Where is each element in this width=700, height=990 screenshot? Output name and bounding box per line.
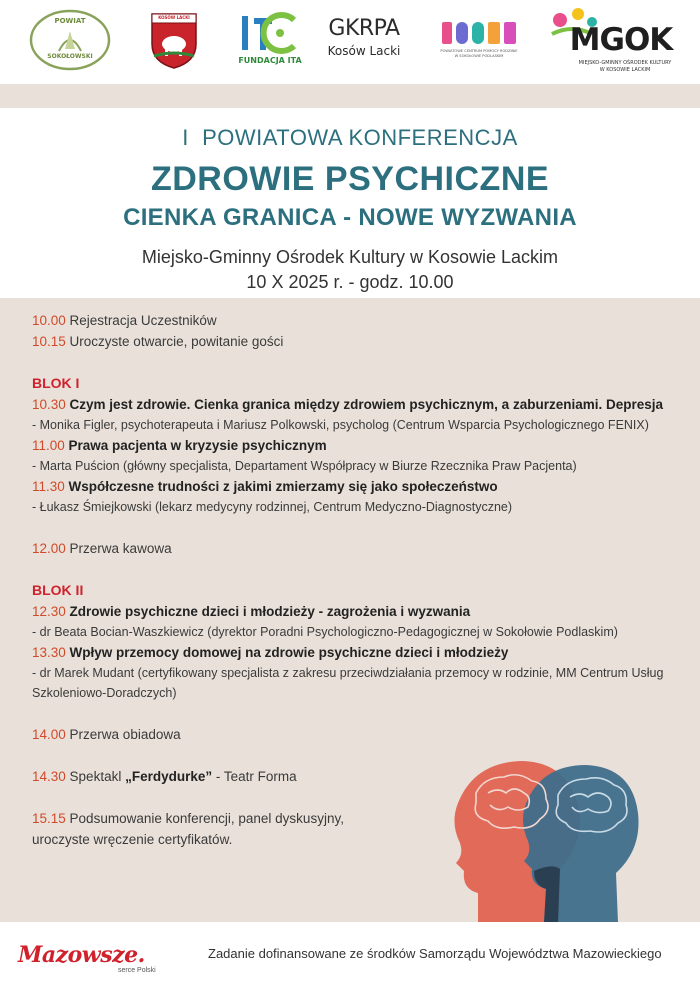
powiat-sokolowski-logo [29, 9, 111, 71]
program-time: 11.00 [32, 438, 65, 453]
sponsor-logos [0, 0, 700, 84]
program-time: 14.30 [32, 769, 66, 784]
program-item [32, 331, 682, 352]
powiat-logo-line1: POWIAT [54, 17, 86, 25]
gkrpa-logo-subtitle: Kosów Lacki [327, 44, 401, 58]
conference-date: 10 X 2025 r. - godz. 10.00 [246, 272, 454, 292]
program-time: 10.15 [32, 334, 66, 349]
program-talk-title: Współczesne trudności z jakimi zmierzamy się jako społeczeństwo [64, 479, 498, 494]
ita-logo-caption: FUNDACJA ITA [238, 56, 302, 65]
program-item [32, 310, 682, 331]
program-item [32, 642, 682, 663]
program-talk-title: Czym jest zdrowie. Cienka granica między zdrowiem psychicznym, a zaburzeniami. Depresja [65, 397, 664, 412]
program-text: Podsumowanie konferencji, panel dyskusyjny, [65, 811, 344, 826]
gkrpa-logo [326, 14, 402, 64]
top-band [0, 84, 700, 108]
program-item [32, 538, 682, 559]
program-time: 14.00 [32, 727, 66, 742]
program-text: Przerwa obiadowa [65, 727, 181, 742]
program-time: 10.00 [32, 313, 66, 328]
program-text: Przerwa kawowa [65, 541, 172, 556]
mazowsze-logo-text: Mazowsze. [18, 942, 145, 968]
mazowsze-logo [18, 942, 156, 974]
blok-2-label: BLOK II [32, 582, 84, 598]
conference-title: ZDROWIE PSYCHICZNE [150, 160, 550, 198]
conference-venue: Miejsko-Gminny Ośrodek Kultury w Kosowie Lackim [141, 247, 559, 267]
heads-illustration [448, 752, 648, 922]
program-time: 15.15 [32, 811, 66, 826]
conference-header [0, 108, 700, 298]
program-item [32, 724, 682, 745]
program-speaker: - dr Marek Mudant (certyfikowany specjalista z zakresu przeciwdziałania przemocy w rodzinie, MM Centrum Usług Szkoleniowo-Doradczych) [32, 666, 664, 700]
program-time: 12.00 [32, 541, 66, 556]
mgok-logo-title: MGOK [569, 22, 673, 58]
program-item [32, 394, 682, 415]
program-time: 12.30 [32, 604, 66, 619]
program-text: Uroczyste otwarcie, powitanie gości [65, 334, 284, 349]
footer [0, 922, 700, 990]
mgok-logo-line2: W KOSOWIE LACKIM [599, 67, 651, 73]
mgok-logo [548, 6, 682, 76]
powiat-logo-line2: SOKOŁOWSKI [47, 53, 93, 60]
program-item [32, 601, 682, 622]
program-speaker: - Monika Figler, psychoterapeuta i Mariusz Polkowski, psycholog (Centrum Wsparcia Psychologicznego FENIX) [32, 418, 649, 432]
program-text: Rejestracja Uczestników [65, 313, 217, 328]
funding-note: Zadanie dofinansowane ze środków Samorządu Województwa Mazowieckiego [208, 946, 662, 961]
program-talk-title: Prawa pacjenta w kryzysie psychicznym [64, 438, 327, 453]
program-text: - Teatr Forma [212, 769, 297, 784]
mgok-logo-line1: MIEJSKO-GMINNY OŚRODEK KULTURY [578, 60, 672, 66]
gmina-logo-text: KOSÓW LACKI [158, 15, 190, 20]
fundacja-ita-logo [238, 10, 302, 68]
program-speaker: - dr Beata Bocian-Waszkiewicz (dyrektor Poradni Psychologiczno-Pedagogicznej w Sokołowie Podlaskim) [32, 625, 618, 639]
kosow-lacki-crest-logo [150, 10, 198, 70]
program-time: 13.30 [32, 645, 66, 660]
conference-subtitle: I POWIATOWA KONFERENCJA [182, 125, 518, 150]
pcpr-logo-line1: POWIATOWE CENTRUM POMOCY RODZINIE [440, 49, 518, 53]
program-talk-title: Wpływ przemocy domowej na zdrowie psychiczne dzieci i młodzieży [65, 645, 509, 660]
program-talk-title: Zdrowie psychiczne dzieci i młodzieży - zagrożenia i wyzwania [65, 604, 471, 619]
program-time: 10.30 [32, 397, 66, 412]
program-show-title: „Ferdydurke” [125, 769, 213, 784]
program-item [32, 435, 682, 456]
program-time: 11.30 [32, 479, 65, 494]
gkrpa-logo-title: GKRPA [328, 16, 400, 41]
program-text: Spektakl [65, 769, 126, 784]
pcpr-logo-line2: W SOKOŁOWIE PODLASKIM [454, 54, 504, 58]
program-speaker: - Łukasz Śmiejkowski (lekarz medycyny rodzinnej, Centrum Medyczno-Diagnostyczne) [32, 500, 513, 514]
program-item [32, 476, 682, 497]
blok-1-label: BLOK I [32, 375, 80, 391]
mazowsze-logo-sub: serce Polski [118, 967, 156, 974]
program-section [0, 298, 700, 922]
conference-title-secondary: CIENKA GRANICA - NOWE WYZWANIA [123, 204, 577, 231]
program-speaker: - Marta Puścion (główny specjalista, Departament Współpracy w Biurze Rzecznika Praw Pacjenta) [32, 459, 577, 473]
program-text: uroczyste wręczenie certyfikatów. [32, 832, 233, 847]
pcpr-logo [434, 18, 524, 62]
